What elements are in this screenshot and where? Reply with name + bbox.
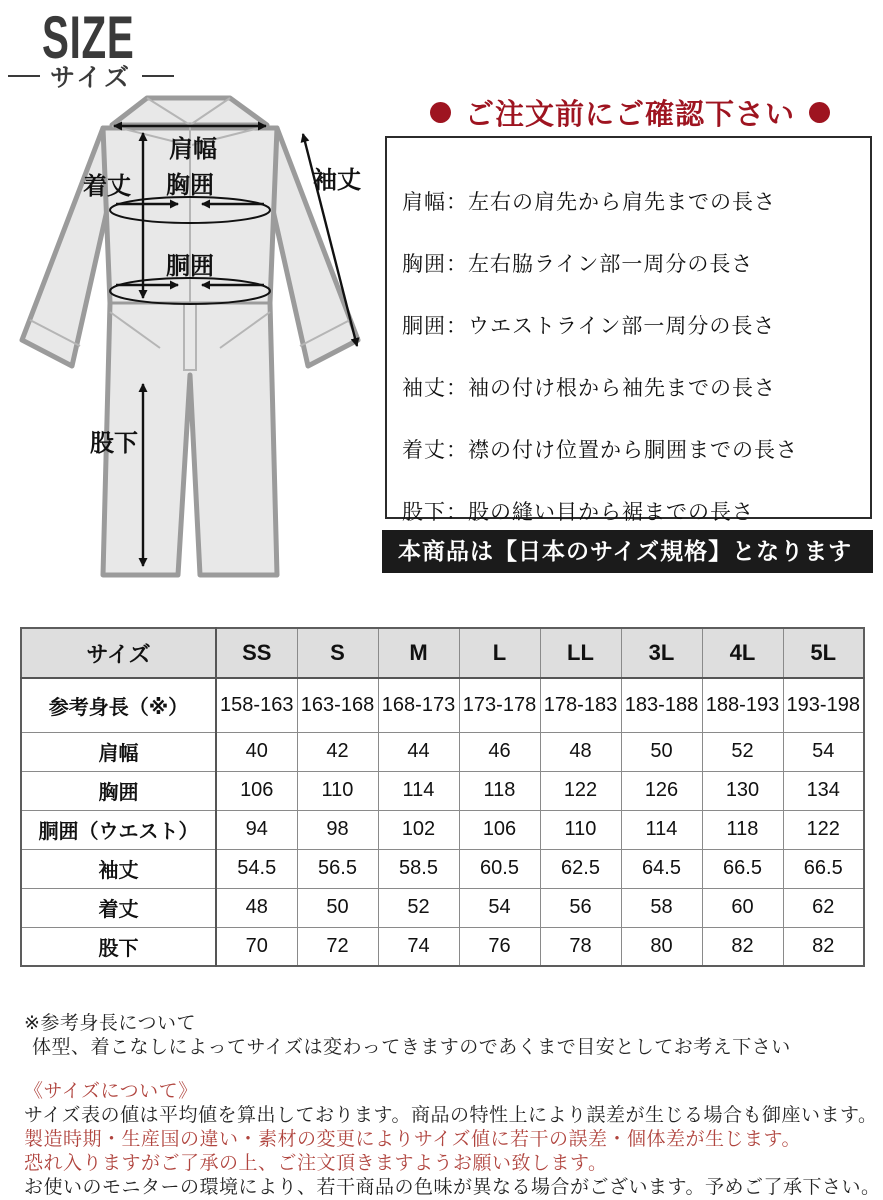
row-label: 胸囲: [21, 771, 216, 810]
confirm-heading: [385, 92, 875, 132]
size-value-cell: 122: [540, 771, 621, 810]
size-value-cell: 56.5: [297, 849, 378, 888]
size-column-header: LL: [540, 628, 621, 678]
size-table-row: [21, 678, 864, 732]
size-value-cell: 110: [297, 771, 378, 810]
size-value-cell: 56: [540, 888, 621, 927]
size-value-cell: 66.5: [783, 849, 864, 888]
size-value-cell: 40: [216, 732, 297, 771]
measurement-definition: 胴囲：ウエストライン部一周分の長さ: [402, 315, 776, 338]
measurement-definition: 袖丈：袖の付け根から袖先までの長さ: [402, 377, 776, 400]
size-column-header: M: [378, 628, 459, 678]
size-value-cell: 134: [783, 771, 864, 810]
size-column-header: L: [459, 628, 540, 678]
size-value-cell: 62.5: [540, 849, 621, 888]
size-value-cell: 168-173: [378, 678, 459, 732]
size-table: [20, 627, 865, 967]
row-label: 肩幅: [21, 732, 216, 771]
size-value-cell: 66.5: [702, 849, 783, 888]
size-column-header: 3L: [621, 628, 702, 678]
size-value-cell: 82: [783, 927, 864, 966]
size-table-header-row: [21, 628, 864, 678]
row-label: 袖丈: [21, 849, 216, 888]
size-value-cell: 106: [459, 810, 540, 849]
size-value-cell: 114: [621, 810, 702, 849]
note-line: 恐れ入りますがご了承の上、ご注文頂きますようお願い致します。: [24, 1153, 608, 1174]
red-dot-icon: [430, 102, 451, 123]
about-size-title: 《サイズについて》: [24, 1081, 198, 1102]
row-label: 胴囲（ウエスト）: [21, 810, 216, 849]
waist-label: 胴囲: [166, 253, 214, 280]
size-value-cell: 82: [702, 927, 783, 966]
size-value-cell: 110: [540, 810, 621, 849]
left-sleeve: [22, 128, 112, 366]
size-value-cell: 54: [783, 732, 864, 771]
red-dot-icon: [809, 102, 830, 123]
size-value-cell: 60: [702, 888, 783, 927]
coverall-diagram: [10, 88, 380, 608]
size-column-header: S: [297, 628, 378, 678]
subtitle-dash-right: [142, 75, 174, 77]
size-table-body: [21, 678, 864, 966]
size-value-cell: 52: [702, 732, 783, 771]
measurement-definitions: [385, 136, 872, 524]
inseam-label: 股下: [90, 430, 138, 457]
size-value-cell: 52: [378, 888, 459, 927]
size-value-cell: 50: [621, 732, 702, 771]
notes-section: [24, 1012, 880, 1200]
reference-height-note-body: 体型、着こなしによってサイズは変わってきますのであくまで目安としてお考え下さい: [32, 1037, 791, 1058]
size-value-cell: 98: [297, 810, 378, 849]
size-table-row: [21, 771, 864, 810]
size-value-cell: 118: [459, 771, 540, 810]
size-value-cell: 60.5: [459, 849, 540, 888]
size-value-cell: 78: [540, 927, 621, 966]
size-value-cell: 130: [702, 771, 783, 810]
size-value-cell: 72: [297, 927, 378, 966]
size-value-cell: 80: [621, 927, 702, 966]
size-column-header: 5L: [783, 628, 864, 678]
size-value-cell: 58.5: [378, 849, 459, 888]
reference-height-note-title: ※参考身長について: [24, 1013, 197, 1034]
size-value-cell: 44: [378, 732, 459, 771]
size-column-header: 4L: [702, 628, 783, 678]
size-value-cell: 54: [459, 888, 540, 927]
sleeve-length-label: 袖丈: [313, 167, 361, 194]
size-value-cell: 163-168: [297, 678, 378, 732]
size-value-cell: 42: [297, 732, 378, 771]
size-value-cell: 178-183: [540, 678, 621, 732]
size-value-cell: 48: [540, 732, 621, 771]
size-table-row: [21, 888, 864, 927]
measurement-definition: 股下：股の縫い目から裾までの長さ: [402, 501, 754, 524]
notes-lines: [24, 1104, 880, 1200]
shoulder-width-label: 肩幅: [169, 136, 217, 163]
row-label: 着丈: [21, 888, 216, 927]
note-line: サイズ表の値は平均値を算出しております。商品の特性上により誤差が生じる場合も御座います。: [24, 1105, 878, 1126]
size-value-cell: 74: [378, 927, 459, 966]
row-label: 参考身長（※）: [21, 678, 216, 732]
page-subtitle-label: サイズ: [49, 64, 132, 92]
size-column-header: SS: [216, 628, 297, 678]
size-value-cell: 54.5: [216, 849, 297, 888]
size-value-cell: 188-193: [702, 678, 783, 732]
size-value-cell: 193-198: [783, 678, 864, 732]
right-sleeve: [268, 128, 358, 366]
size-table-row: [21, 732, 864, 771]
subtitle-dash-left: [8, 75, 40, 77]
size-value-cell: 62: [783, 888, 864, 927]
row-label: 股下: [21, 927, 216, 966]
size-value-cell: 106: [216, 771, 297, 810]
measurement-definition: 着丈：襟の付け位置から胴囲までの長さ: [402, 439, 798, 462]
chest-label: 胸囲: [166, 172, 214, 199]
size-value-cell: 158-163: [216, 678, 297, 732]
size-value-cell: 76: [459, 927, 540, 966]
size-value-cell: 173-178: [459, 678, 540, 732]
page-title: SIZE: [42, 3, 135, 72]
size-value-cell: 46: [459, 732, 540, 771]
size-value-cell: 118: [702, 810, 783, 849]
measurement-definition: 胸囲：左右脇ライン部一周分の長さ: [402, 253, 754, 276]
note-line: 製造時期・生産国の違い・素材の変更によりサイズ値に若干の誤差・個体差が生じます。: [24, 1129, 801, 1150]
size-value-cell: 70: [216, 927, 297, 966]
measurement-definition: 肩幅：左右の肩先から肩先までの長さ: [402, 191, 776, 214]
size-table-row: [21, 810, 864, 849]
size-value-cell: 48: [216, 888, 297, 927]
confirm-heading-label: ご注文前にご確認下さい: [464, 98, 795, 131]
size-table-row: [21, 849, 864, 888]
size-value-cell: 58: [621, 888, 702, 927]
size-value-cell: 64.5: [621, 849, 702, 888]
note-line: お使いのモニターの環境により、若干商品の色味が異なる場合がございます。予めご了承下さい。: [24, 1177, 881, 1198]
size-value-cell: 183-188: [621, 678, 702, 732]
size-value-cell: 50: [297, 888, 378, 927]
size-value-cell: 122: [783, 810, 864, 849]
size-table-corner-header: サイズ: [21, 628, 216, 678]
size-value-cell: 102: [378, 810, 459, 849]
garment-length-label: 着丈: [83, 173, 131, 200]
size-value-cell: 126: [621, 771, 702, 810]
size-value-cell: 94: [216, 810, 297, 849]
japan-size-standard-bar: 本商品は【日本のサイズ規格】となります: [382, 530, 873, 573]
size-value-cell: 114: [378, 771, 459, 810]
collar: [112, 98, 267, 125]
size-table-row: [21, 927, 864, 966]
